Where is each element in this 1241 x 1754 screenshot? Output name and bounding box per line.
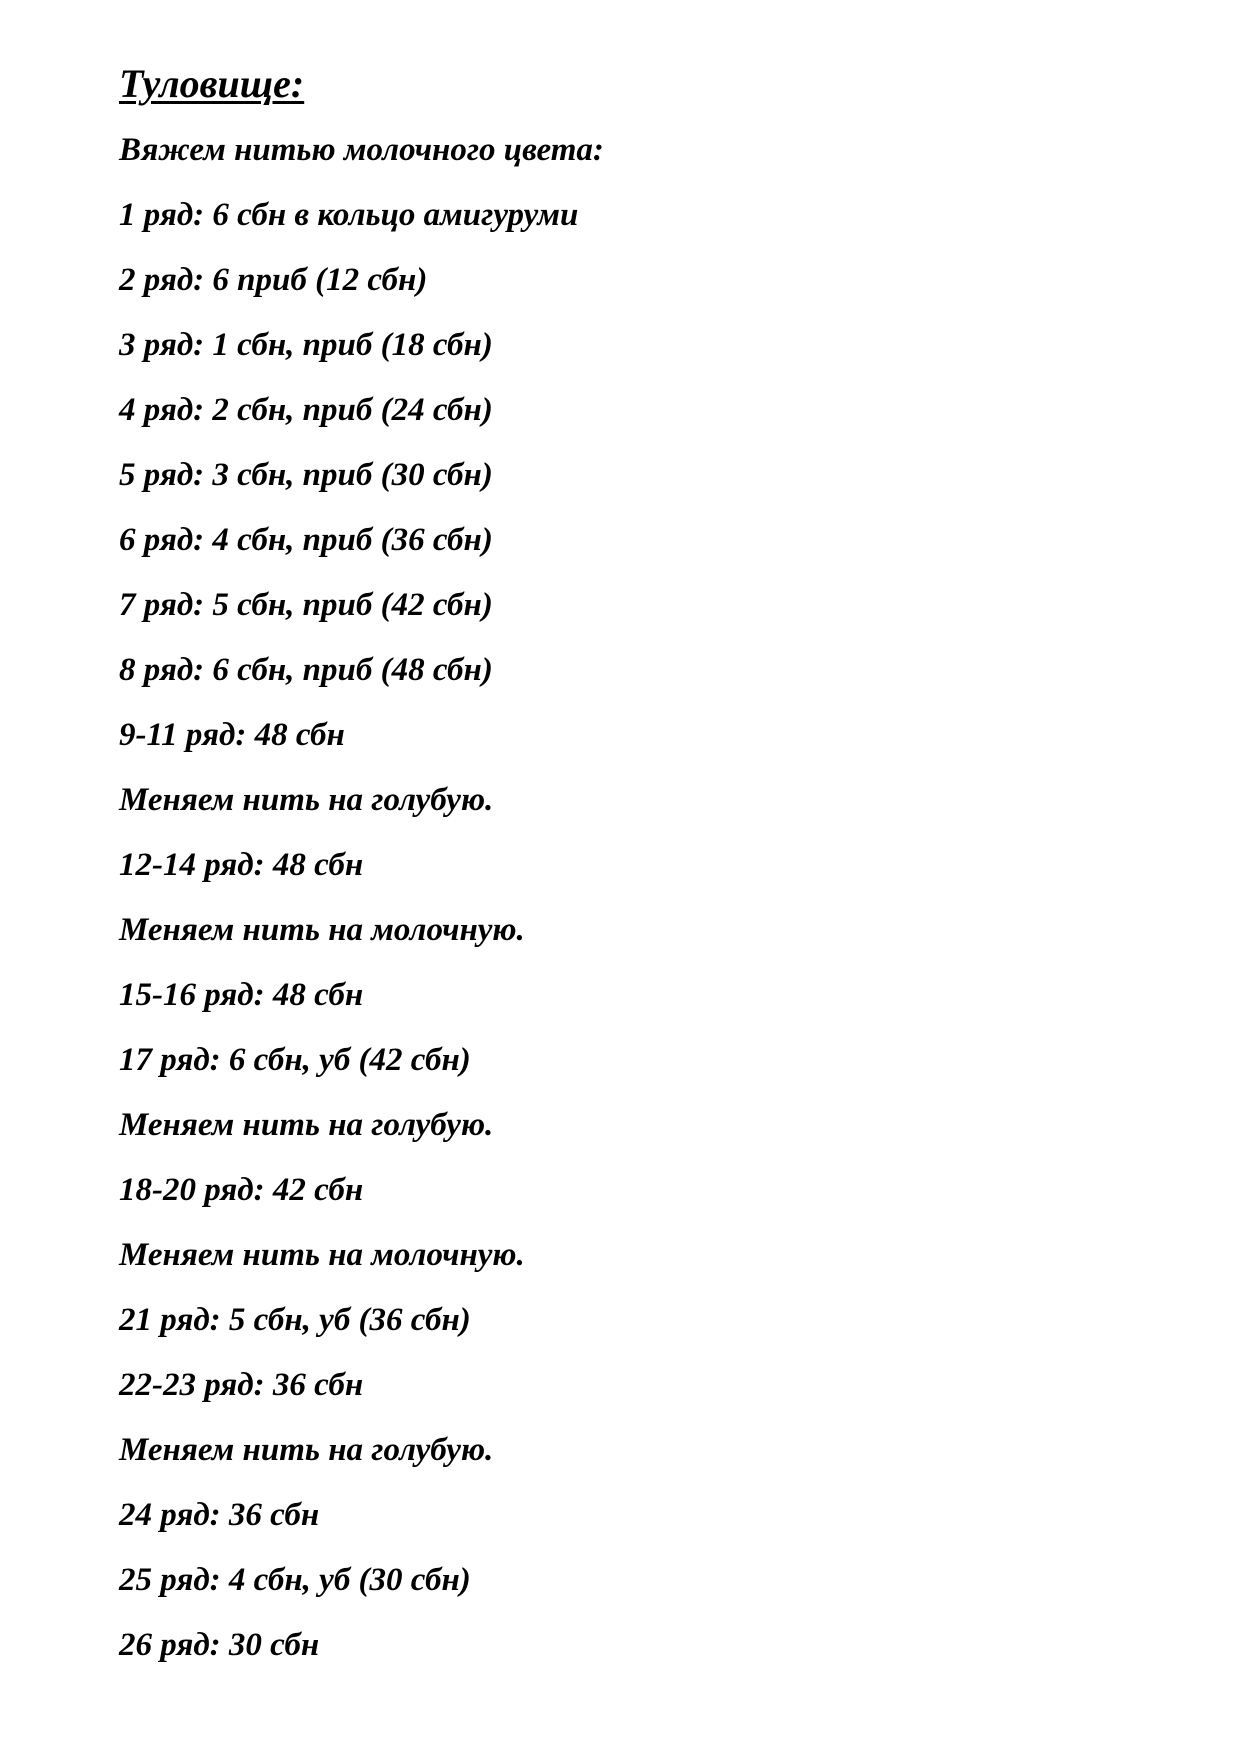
instruction-line: 25 ряд: 4 сбн, уб (30 сбн) [119,1562,471,1598]
instruction-line: 24 ряд: 36 сбн [119,1497,320,1533]
instruction-line: 7 ряд: 5 сбн, приб (42 сбн) [119,587,493,623]
instruction-line: Меняем нить на голубую. [119,1107,494,1143]
instruction-line: 2 ряд: 6 приб (12 сбн) [119,262,428,298]
instruction-line: 17 ряд: 6 сбн, уб (42 сбн) [119,1042,471,1078]
instruction-line: Меняем нить на молочную. [119,912,525,948]
document-title: Туловище: [119,61,305,106]
instruction-line: Меняем нить на молочную. [119,1237,525,1273]
instruction-line: Вяжем нитью молочного цвета: [119,132,604,168]
instruction-line: 12-14 ряд: 48 сбн [119,847,364,883]
instruction-line: 4 ряд: 2 сбн, приб (24 сбн) [119,392,493,428]
instruction-line: 6 ряд: 4 сбн, приб (36 сбн) [119,522,493,558]
instruction-line: 26 ряд: 30 сбн [119,1627,320,1663]
pattern-instructions [119,130,604,1690]
instruction-line: Меняем нить на голубую. [119,1432,494,1468]
instruction-line: 15-16 ряд: 48 сбн [119,977,364,1013]
instruction-line: 8 ряд: 6 сбн, приб (48 сбн) [119,652,493,688]
instruction-line: 1 ряд: 6 сбн в кольцо амигуруми [119,197,579,233]
instruction-line: 22-23 ряд: 36 сбн [119,1367,364,1403]
instruction-line: 21 ряд: 5 сбн, уб (36 сбн) [119,1302,471,1338]
instruction-line: 3 ряд: 1 сбн, приб (18 сбн) [119,327,493,363]
instruction-line: Меняем нить на голубую. [119,782,494,818]
instruction-line: 18-20 ряд: 42 сбн [119,1172,364,1208]
instruction-line: 9-11 ряд: 48 сбн [119,717,345,753]
instruction-line: 5 ряд: 3 сбн, приб (30 сбн) [119,457,493,493]
